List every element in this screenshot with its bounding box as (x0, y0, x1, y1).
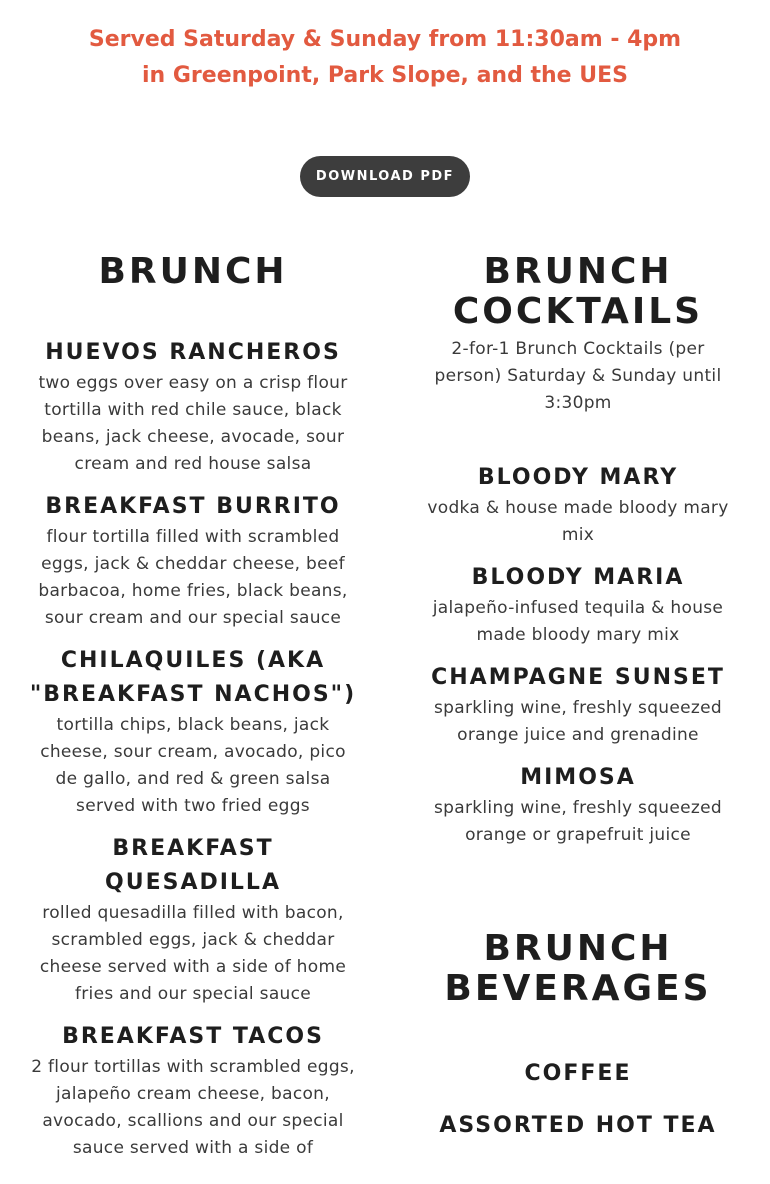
service-hours (0, 22, 770, 94)
menu-item-description: 2 flour tortillas with scrambled eggs, jalapeño cream cheese, bacon, avocado, scallions and our special sauce served with a side of (31, 1057, 355, 1158)
beverages-section-title: BRUNCH BEVERAGES (444, 928, 712, 1009)
menu-item (28, 1020, 358, 1162)
menu-item (418, 561, 738, 649)
menu-item-description: sparkling wine, freshly squeezed orange or grapefruit juice (434, 798, 722, 845)
menu-item (28, 336, 358, 478)
menu-item (28, 644, 358, 820)
menu-item-description: flour tortilla filled with scrambled eggs, jack & cheddar cheese, beef barbacoa, home fries, black beans, sour cream and our special sauce (38, 527, 348, 628)
menu-item (418, 761, 738, 849)
menu-item (418, 461, 738, 549)
brunch-section-title: BRUNCH (98, 251, 288, 292)
menu-item-description: rolled quesadilla filled with bacon, scrambled eggs, jack & cheddar cheese served with a side of home fries and our special sauce (39, 903, 347, 1004)
menu-item-name: MIMOSA (520, 765, 636, 790)
menu-item-name: HUEVOS RANCHEROS (45, 340, 341, 365)
menu-item-name: BLOODY MARY (477, 465, 679, 490)
cocktails-menu-column (418, 252, 738, 1155)
menu-item (418, 661, 738, 749)
menu-item-description: tortilla chips, black beans, jack cheese, sour cream, avocado, pico de gallo, and red & green salsa served with two fried eggs (40, 715, 346, 816)
menu-item-name: CHILAQUILES (AKA "BREAKFAST NACHOS") (29, 648, 357, 707)
menu-item-name: BREAKFAST BURRITO (45, 494, 341, 519)
menu-item-name: BLOODY MARIA (471, 565, 685, 590)
menu-item (28, 490, 358, 632)
menu-item-name: CHAMPAGNE SUNSET (431, 665, 725, 690)
menu-item-name: BREAKFAST TACOS (62, 1024, 324, 1049)
menu-item-description: jalapeño-infused tequila & house made bloody mary mix (432, 598, 724, 645)
menu-item-description: vodka & house made bloody mary mix (427, 498, 729, 545)
service-hours-line-2: in Greenpoint, Park Slope, and the UES (142, 63, 628, 88)
service-hours-line-1: Served Saturday & Sunday from 11:30am - 4pm (88, 27, 682, 52)
menu-item-name: ASSORTED HOT TEA (439, 1113, 717, 1138)
menu-item (28, 832, 358, 1008)
menu-item-name: BREAKFAST QUESADILLA (105, 836, 281, 895)
brunch-menu-column (28, 252, 358, 1174)
menu-item-name: COFFEE (524, 1061, 632, 1086)
menu-item (418, 1109, 738, 1143)
cocktails-section-title: BRUNCH COCKTAILS (452, 251, 704, 332)
download-pdf-button[interactable]: DOWNLOAD PDF (300, 156, 470, 197)
menu-item (418, 1057, 738, 1091)
cocktails-promo-text: 2-for-1 Brunch Cocktails (per person) Saturday & Sunday until 3:30pm (434, 339, 722, 413)
menu-item-description: sparkling wine, freshly squeezed orange juice and grenadine (434, 698, 722, 745)
menu-item-description: two eggs over easy on a crisp flour tortilla with red chile sauce, black beans, jack cheese, avocade, sour cream and red house salsa (38, 373, 348, 474)
